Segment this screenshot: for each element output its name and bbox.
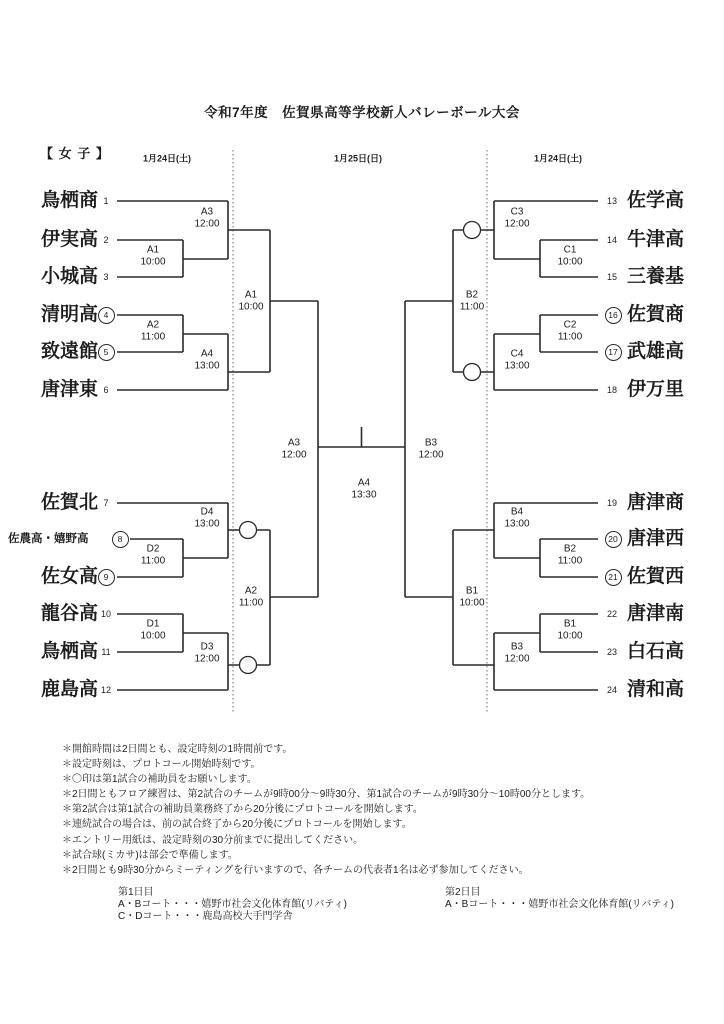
page-title: 令和7年度 佐賀県高等学校新人バレーボール大会	[204, 105, 520, 120]
match-label-C2	[558, 320, 582, 343]
match-label-B2	[558, 544, 582, 567]
match-code: A4	[357, 477, 371, 489]
assistant-mark-circle	[464, 222, 481, 239]
venue-day2-heading: 第2日目	[445, 887, 481, 898]
match-label-B4	[504, 507, 529, 530]
match-code: A2	[146, 319, 160, 331]
match-code: A1	[146, 244, 160, 256]
match-time: 10:00	[140, 630, 166, 641]
team-name: 三養基	[627, 266, 685, 287]
note-line: ＊エントリー用紙は、設定時刻の30分前までに提出してください。	[62, 834, 364, 846]
match-label-A2	[141, 320, 165, 343]
team-name: 佐農高・嬉野高	[8, 533, 89, 545]
match-label-final-A4	[351, 478, 376, 501]
team-name: 伊万里	[627, 379, 685, 400]
match-label-C4	[504, 349, 529, 372]
team-name: 伊実高	[40, 229, 98, 250]
seed-number: 1	[103, 196, 109, 206]
note-line: ＊連続試合の場合は、前の試合終了から20分後にプロトコールを開始します。	[62, 819, 412, 831]
match-code: A3	[287, 437, 301, 449]
seed-number: 19	[606, 498, 617, 508]
team-name: 白石高	[627, 641, 685, 662]
team-name: 致遠館	[40, 341, 98, 362]
match-code: B2	[465, 289, 479, 301]
assistant-mark-circle	[464, 364, 481, 381]
team-name: 小城高	[40, 266, 98, 287]
match-time: 12:00	[504, 218, 530, 229]
seed-number: 6	[103, 385, 109, 395]
match-code: D1	[146, 618, 160, 630]
seed-number-circled: 20	[605, 531, 622, 548]
match-label-A1	[140, 245, 165, 268]
date-header-day1-right: 1月24日(土)	[533, 153, 583, 164]
day-separator-dotted-line	[233, 150, 487, 713]
date-header-day1-left: 1月24日(土)	[142, 153, 192, 164]
match-code: D2	[146, 543, 160, 555]
match-code: C4	[510, 348, 524, 360]
match-label-D4	[194, 507, 219, 530]
match-label-D1	[140, 619, 165, 642]
team-name: 佐学高	[627, 190, 685, 211]
match-label-A4	[194, 349, 219, 372]
note-line: ＊設定時刻は、プロトコール開始時刻です。	[62, 759, 261, 771]
match-time: 11:00	[459, 301, 485, 312]
match-time: 12:00	[504, 653, 530, 664]
seed-number: 3	[103, 272, 109, 282]
match-label-semifinal-A3	[281, 438, 306, 461]
match-time: 13:00	[194, 518, 220, 529]
match-label-B1	[557, 619, 582, 642]
venue-line: A・Bコート・・・嬉野市社会文化体育館(リバティ)	[445, 899, 674, 911]
match-time: 13:30	[351, 489, 377, 500]
match-code: B3	[424, 437, 438, 449]
team-name: 牛津高	[627, 229, 685, 250]
match-label-C1	[557, 245, 582, 268]
seed-number: 24	[606, 685, 617, 695]
match-code: C2	[563, 319, 577, 331]
match-code: A1	[244, 289, 258, 301]
match-label-day2-A1	[238, 290, 263, 313]
team-name: 唐津東	[40, 379, 98, 400]
match-code: B4	[510, 506, 524, 518]
venue-line: A・Bコート・・・嬉野市社会文化体育館(リバティ)	[118, 899, 347, 911]
note-line: ＊2日間とも9時30分からミーティングを行いますので、各チームの代表者1名は必ず参加してください。	[62, 864, 529, 876]
team-name: 清明高	[40, 304, 98, 325]
seed-number-circled: 5	[98, 344, 115, 361]
match-label-D2	[141, 544, 165, 567]
match-label-D3	[194, 642, 219, 665]
match-code: B2	[563, 543, 577, 555]
match-label-A3	[194, 207, 219, 230]
seed-number: 18	[606, 385, 617, 395]
seed-number-circled: 9	[98, 569, 115, 586]
match-code: B3	[510, 641, 524, 653]
match-time: 12:00	[194, 653, 220, 664]
assistant-mark-circle	[240, 657, 257, 674]
match-time: 11:00	[557, 331, 583, 342]
match-label-day2-B2	[460, 290, 484, 313]
match-label-semifinal-B3	[418, 438, 443, 461]
match-time: 10:00	[557, 256, 583, 267]
match-time: 12:00	[194, 218, 220, 229]
match-time: 11:00	[140, 555, 166, 566]
match-time: 10:00	[459, 597, 485, 608]
seed-number-circled: 16	[605, 307, 622, 324]
match-time: 12:00	[418, 449, 444, 460]
match-label-B3	[504, 642, 529, 665]
match-code: A3	[200, 206, 214, 218]
match-time: 11:00	[238, 597, 264, 608]
team-name: 佐賀西	[627, 566, 685, 587]
team-name: 鳥栖商	[40, 190, 98, 211]
team-name: 佐女高	[40, 566, 98, 587]
team-name: 佐賀北	[40, 492, 98, 513]
note-line: ＊開館時間は2日間とも、設定時刻の1時間前です。	[62, 744, 293, 755]
seed-number: 15	[606, 272, 617, 282]
team-name: 武雄高	[627, 341, 685, 362]
team-name: 唐津南	[627, 603, 685, 624]
footnotes	[62, 742, 590, 878]
seed-number: 14	[606, 235, 617, 245]
team-name: 佐賀商	[627, 304, 685, 325]
match-code: D3	[200, 641, 214, 653]
match-time: 13:00	[504, 518, 530, 529]
seed-number-circled: 21	[605, 569, 622, 586]
date-header-day2-center: 1月25日(日)	[333, 153, 383, 164]
seed-number-circled: 8	[112, 531, 129, 548]
seed-number: 7	[103, 498, 109, 508]
seed-number: 2	[103, 235, 109, 245]
match-label-day2-B1	[459, 586, 484, 609]
match-time: 10:00	[140, 256, 166, 267]
match-time: 13:00	[504, 360, 530, 371]
match-code: A4	[200, 348, 214, 360]
assistant-mark-circle	[240, 522, 257, 539]
match-code: A2	[244, 585, 258, 597]
team-name: 唐津西	[627, 528, 685, 549]
match-code: C1	[563, 244, 577, 256]
match-time: 10:00	[557, 630, 583, 641]
seed-number: 10	[100, 609, 111, 619]
team-name: 鹿島高	[40, 679, 98, 700]
match-time: 10:00	[238, 301, 264, 312]
match-code: D4	[200, 506, 214, 518]
venue-day2-block	[445, 887, 674, 911]
match-label-C3	[504, 207, 529, 230]
match-time: 13:00	[194, 360, 220, 371]
venue-day1-heading: 第1日目	[118, 887, 154, 898]
match-code: B1	[465, 585, 479, 597]
seed-number: 11	[101, 647, 111, 657]
seed-number: 13	[606, 196, 617, 206]
venue-day1-block	[118, 887, 347, 924]
match-time: 11:00	[557, 555, 583, 566]
team-name: 龍谷高	[40, 603, 98, 624]
match-code: B1	[563, 618, 577, 630]
seed-number: 12	[100, 685, 111, 695]
note-line: ＊第2試合は第1試合の補助員業務終了から20分後にプロトコールを開始します。	[62, 804, 423, 816]
match-time: 12:00	[281, 449, 307, 460]
match-label-day2-A2	[239, 586, 263, 609]
match-code: C3	[510, 206, 524, 218]
seed-number-circled: 17	[605, 344, 622, 361]
seed-number-circled: 4	[98, 307, 115, 324]
team-name: 鳥栖高	[40, 641, 98, 662]
note-line: ＊〇印は第1試合の補助員をお願いします。	[62, 774, 257, 786]
venue-line: C・Dコート・・・鹿島高校大手門学舎	[118, 911, 293, 923]
match-time: 11:00	[140, 331, 166, 342]
team-name: 清和高	[627, 679, 685, 700]
gender-section-label: 【 女 子 】	[40, 146, 110, 161]
seed-number: 22	[606, 609, 617, 619]
team-name: 唐津商	[627, 492, 685, 513]
bracket-path	[117, 201, 598, 690]
seed-number: 23	[606, 647, 617, 657]
note-line: ＊2日間ともフロア練習は、第2試合のチームが9時00分～9時30分、第1試合のチームが9時30分～10時00分とします。	[62, 789, 591, 801]
note-line: ＊試合球(ミカサ)は部会で準備します。	[62, 849, 238, 861]
